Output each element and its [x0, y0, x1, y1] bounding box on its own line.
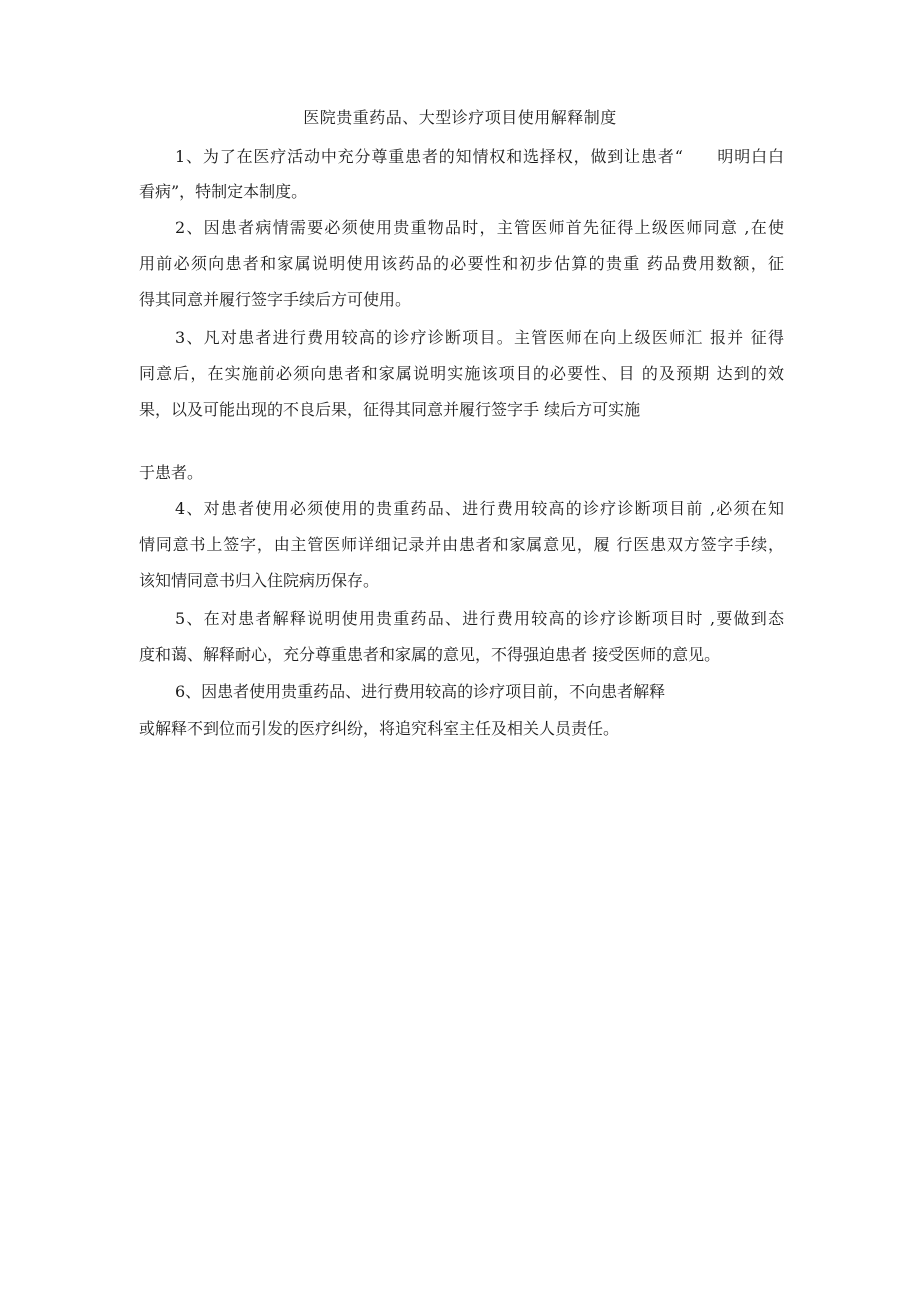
text-line-5: 得其同意并履行签字手续后方可使用。 [139, 290, 412, 309]
text-line-6: 3、凡对患者进行费用较高的诊疗诊断项目。主管医师在向上级医师汇 报并 征得 [175, 328, 784, 347]
text-line-8: 果，以及可能出现的不良后果，征得其同意并履行签字手 续后方可实施 [139, 400, 641, 419]
document-title: 医院贵重药品、大型诊疗项目使用解释制度 [303, 108, 617, 127]
text-line-12: 该知情同意书归入住院病历保存。 [139, 571, 380, 590]
text-line-13: 5、在对患者解释说明使用贵重药品、进行费用较高的诊疗诊断项目时 ,要做到态 [175, 609, 784, 628]
text-line-2: 看病”，特制定本制度。 [139, 182, 308, 201]
text-line-7: 同意后，在实施前必须向患者和家属说明实施该项目的必要性、目 的及预期 达到的效 [139, 364, 784, 383]
text-line-14: 度和蔼、解释耐心，充分尊重患者和家属的意见，不得强迫患者 接受医师的意见。 [139, 645, 721, 664]
text-line-9: 于患者。 [139, 463, 204, 482]
text-line-15: 6、因患者使用贵重药品、进行费用较高的诊疗项目前，不向患者解释 [175, 682, 666, 701]
text-line-3: 2、因患者病情需要必须使用贵重物品时，主管医师首先征得上级医师同意 ,在使 [175, 218, 784, 237]
text-line-1: 1、为了在医疗活动中充分尊重患者的知情权和选择权，做到让患者“ 明明白白 [175, 147, 784, 166]
text-line-10: 4、对患者使用必须使用的贵重药品、进行费用较高的诊疗诊断项目前 ,必须在知 [175, 499, 784, 518]
text-line-4: 用前必须向患者和家属说明使用该药品的必要性和初步估算的贵重 药品费用数额，征 [139, 254, 784, 273]
text-line-11: 情同意书上签字，由主管医师详细记录并由患者和家属意见，履 行医患双方签字手续， [139, 535, 784, 554]
text-line-16: 或解释不到位而引发的医疗纠纷，将追究科室主任及相关人员责任。 [139, 719, 620, 738]
